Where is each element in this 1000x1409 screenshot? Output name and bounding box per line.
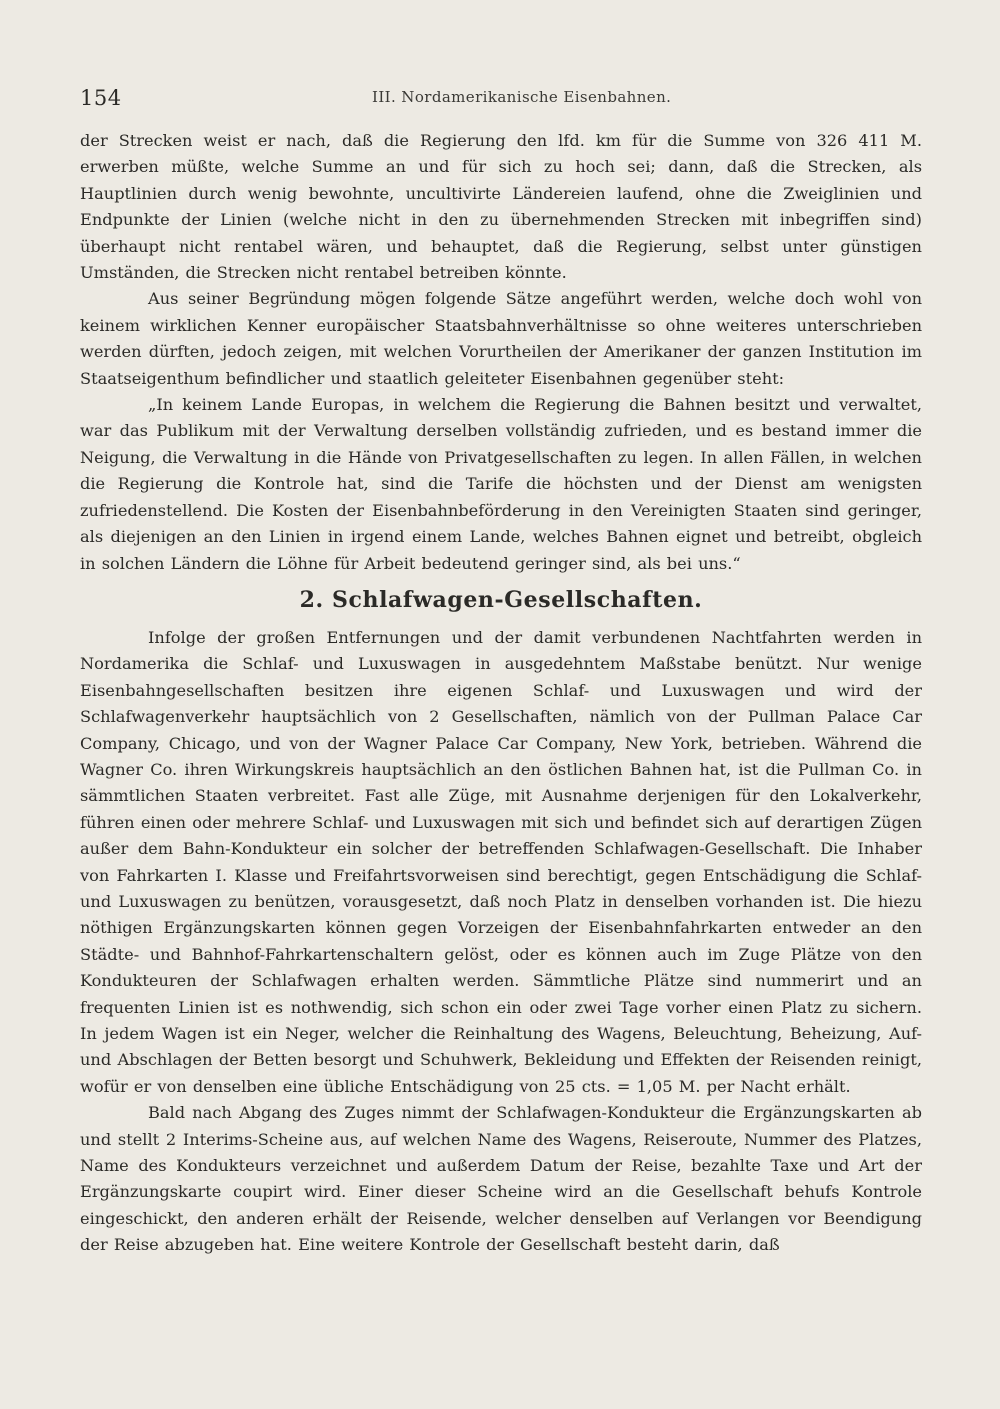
paragraph-conductor: Bald nach Abgang des Zuges nimmt der Schlafwagen-Kondukteur die Ergänzungskarten ab und stellt 2 Interims-Scheine aus, auf welchen Name des Wagens, Reiseroute, Nummer des Platzes, Name des Kondukteurs verzeichnet und außerdem Datum der Reise, bezahlte Taxe und Art der Ergänzungskarte coupirt wird. Einer dieser Scheine wird an die Gesellschaft behufs Kontrole eingeschickt, den anderen erhält der Reisende, welcher denselben auf Verlangen vor Beendigung der Reise abzugeben hat. Eine weitere Kontrole der Gesellschaft besteht darin, daß (80, 1103, 922, 1255)
running-head: III. Nordamerikanische Eisenbahnen. (372, 88, 672, 106)
paragraph-quote-intro: Aus seiner Begründung mögen folgende Sätze angeführt werden, welche doch wohl von keinem wirklichen Kenner europäischer Staatsbahnverhältnisse so ohne weiteres unterschrieben werden dürften, jedoch zeigen, mit welchen Vorurtheilen der Amerikaner der ganzen Institution im Staatseigenthum befindlicher und staatlich geleiteter Eisenbahnen gegenüber steht: (80, 289, 922, 388)
body-text (80, 128, 922, 1259)
page-number: 154 (80, 86, 122, 110)
paragraph-continuation: der Strecken weist er nach, daß die Regierung den lfd. km für die Summe von 326 411 M. erwerben müßte, welche Summe an und für sich zu hoch sei; dann, daß die Strecken, als Hauptlinien durch wenig bewohnte, uncultivirte Ländereien laufend, ohne die Zweiglinien und Endpunkte der Linien (welche nicht in den zu übernehmenden Strecken mit inbegriffen sind) überhaupt nicht rentabel wären, und behauptet, daß die Regierung, selbst unter günstigen Umständen, die Strecken nicht rentabel betreiben könnte. (80, 131, 922, 283)
paragraph-sleeping-cars: Infolge der großen Entfernungen und der damit verbundenen Nachtfahrten werden in Nordamerika die Schlaf- und Luxuswagen in ausgedehntem Maßstabe benützt. Nur wenige Eisenbahngesellschaften besitzen ihre eigenen Schlaf- und Luxuswagen und wird der Schlafwagenverkehr hauptsächlich von 2 Gesellschaften, nämlich von der Pullman Palace Car Company, Chicago, und von der Wagner Palace Car Company, New York, betrieben. Während die Wagner Co. ihren Wirkungskreis hauptsächlich an den östlichen Bahnen hat, ist die Pullman Co. in sämmtlichen Staaten verbreitet. Fast alle Züge, mit Ausnahme derjenigen für den Lokalverkehr, führen einen oder mehrere Schlaf- und Luxuswagen mit sich und befindet sich auf derartigen Zügen außer dem Bahn-Kondukteur ein solcher der betreffenden Schlafwagen-Gesellschaft. Die Inhaber von Fahrkarten I. Klasse und Freifahrtsvorweisen sind berechtigt, gegen Entschädigung die Schlaf- und Luxuswagen zu benützen, vorausgesetzt, daß noch Platz in denselben vorhanden ist. Die hiezu nöthigen Ergänzungskarten können gegen Vorzeigen der Eisenbahnfahrkarten entweder an den Städte- und Bahnhof-Fahrkartenschaltern gelöst, oder es können auch im Zuge Plätze von den Kondukteuren der Schlafwagen erhalten werden. Sämmtliche Plätze sind nummerirt und an frequenten Linien ist es nothwendig, sich schon ein oder zwei Tage vorher einen Platz zu sichern. In jedem Wagen ist ein Neger, welcher die Reinhaltung des Wagens, Beleuchtung, Beheizung, Auf- und Abschlagen der Betten besorgt und Schuhwerk, Bekleidung und Effekten der Reisenden reinigt, wofür er von denselben eine übliche Entschädigung von 25 cts. = 1,05 M. per Nacht erhält. (80, 627, 922, 1096)
page-header (80, 86, 922, 116)
paragraph-quote: „In keinem Lande Europas, in welchem die Regierung die Bahnen besitzt und verwaltet, war das Publikum mit der Verwaltung derselben vollständig zufrieden, und es bestand immer die Neigung, die Verwaltung in die Hände von Privatgesellschaften zu legen. In allen Fällen, in welchen die Regierung die Kontrole hat, sind die Tarife die höchsten und der Dienst am wenigsten zufriedenstellend. Die Kosten der Eisenbahnbeförderung in den Vereinigten Staaten sind geringer, als diejenigen an den Linien in irgend einem Lande, welches Bahnen eignet und betreibt, obgleich in solchen Ländern die Löhne für Arbeit bedeutend geringer sind, als bei uns.“ (80, 395, 922, 573)
section-heading: 2. Schlafwagen-Gesellschaften. (299, 586, 703, 613)
